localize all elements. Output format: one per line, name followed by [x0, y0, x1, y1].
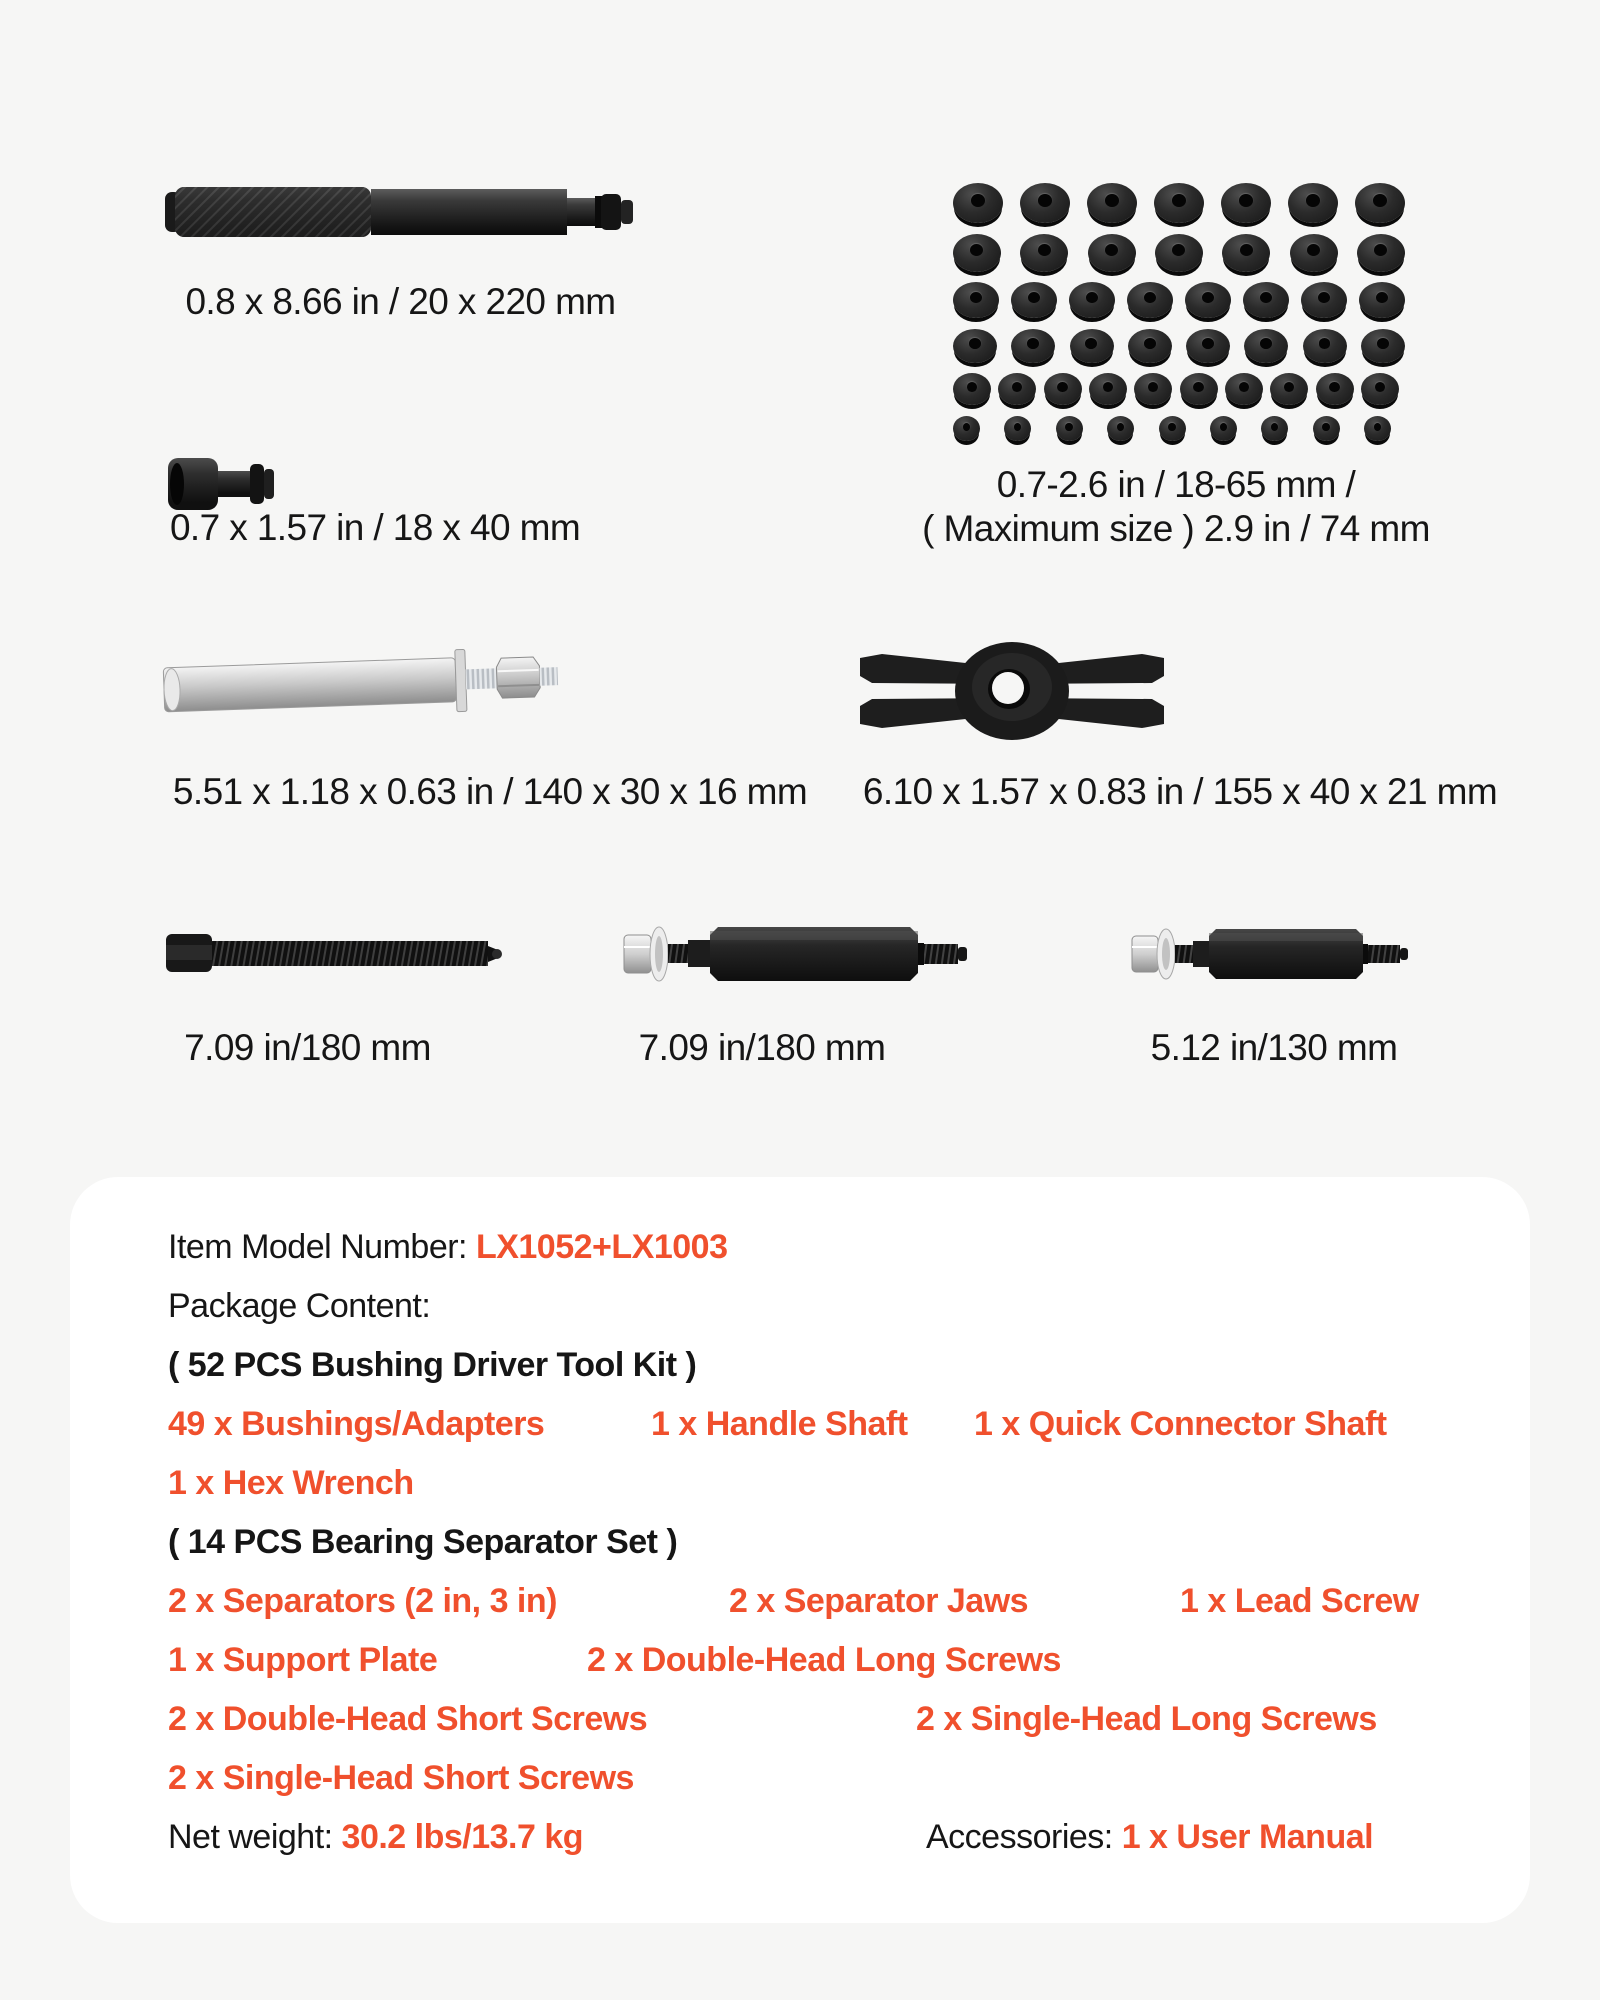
- double-head-long-screw-dimension: 7.09 in/180 mm: [638, 1027, 886, 1068]
- kit2-item-support-plate: 1 x Support Plate: [168, 1641, 438, 1679]
- kit2-item-separator-jaws: 2 x Separator Jaws: [729, 1582, 1029, 1620]
- bushing-disc: [1301, 282, 1347, 318]
- double-head-short-screw-image: [1130, 928, 1408, 980]
- bushing-disc: [998, 373, 1036, 405]
- kit1-item-hex-wrench: 1 x Hex Wrench: [168, 1464, 414, 1502]
- bushing-disc: [1087, 183, 1137, 223]
- bushings-row: [953, 329, 1405, 363]
- bushing-disc: [1011, 282, 1057, 318]
- bushing-disc: [1020, 183, 1070, 223]
- kit2-item-separators: 2 x Separators (2 in, 3 in): [168, 1582, 557, 1620]
- bushing-disc: [1313, 416, 1340, 441]
- kit2-item-double-head-long-screws: 2 x Double-Head Long Screws: [587, 1641, 1061, 1679]
- net-weight-label: Net weight:: [168, 1818, 342, 1856]
- kit1-item-quick-connector-shaft: 1 x Quick Connector Shaft: [974, 1405, 1387, 1443]
- kit2-item-lead-screw: 1 x Lead Screw: [1180, 1582, 1419, 1620]
- bushing-disc: [1364, 416, 1391, 441]
- bushing-disc: [1316, 373, 1354, 405]
- package-content-card: [70, 1177, 1530, 1923]
- quick-connector-shaft-dimension: 0.7 x 1.57 in / 18 x 40 mm: [169, 507, 581, 548]
- bushing-disc: [953, 183, 1003, 223]
- bushing-disc: [1069, 282, 1115, 318]
- kit1-item-handle-shaft: 1 x Handle Shaft: [651, 1405, 908, 1443]
- model-number-line: [168, 1218, 1446, 1277]
- bushing-disc: [953, 329, 997, 363]
- bushing-disc: [1185, 282, 1231, 318]
- kit2-item-single-head-short-screws: 2 x Single-Head Short Screws: [168, 1759, 634, 1797]
- bushing-disc: [1222, 234, 1270, 272]
- separator-jaw-image: [856, 640, 1168, 742]
- package-content-heading: Package Content:: [168, 1287, 431, 1325]
- lead-screw-image: [166, 933, 502, 975]
- bushing-disc: [1070, 329, 1114, 363]
- bushing-disc: [1290, 234, 1338, 272]
- net-weight: [168, 1808, 583, 1867]
- kit2-row1: [168, 1572, 1446, 1631]
- kit2-row2: [168, 1631, 1446, 1690]
- bushing-disc: [953, 373, 991, 405]
- bushings-dimension: [916, 463, 1436, 551]
- bushings-row: [953, 282, 1405, 318]
- bushing-disc: [1056, 416, 1083, 441]
- bushing-disc: [1155, 234, 1203, 272]
- bushing-disc: [1154, 183, 1204, 223]
- bushings-dimension-line2: ( Maximum size ) 2.9 in / 74 mm: [922, 508, 1430, 549]
- model-number-label: Item Model Number:: [168, 1228, 476, 1266]
- bushings-row: [953, 234, 1405, 272]
- bushing-disc: [953, 416, 980, 441]
- bushing-disc: [1361, 329, 1405, 363]
- bushing-disc: [1261, 416, 1288, 441]
- card-text: [168, 1218, 1446, 1867]
- bushing-disc: [1004, 416, 1031, 441]
- bushings-row: [953, 416, 1391, 441]
- accessories-label: Accessories:: [926, 1818, 1122, 1856]
- bushing-disc: [1225, 373, 1263, 405]
- bushings-dimension-line1: 0.7-2.6 in / 18-65 mm /: [996, 464, 1356, 505]
- bushing-disc: [1107, 416, 1134, 441]
- bushing-disc: [1210, 416, 1237, 441]
- bushing-disc: [1089, 373, 1127, 405]
- bushing-disc: [1127, 282, 1173, 318]
- double-head-short-screw-dimension: 5.12 in/130 mm: [1150, 1027, 1398, 1068]
- bushing-disc: [1134, 373, 1172, 405]
- accessories: [926, 1808, 1373, 1867]
- bushings-row: [953, 183, 1405, 223]
- bushing-disc: [1359, 282, 1405, 318]
- bushing-disc: [1288, 183, 1338, 223]
- double-head-long-screw-image: [622, 926, 968, 982]
- bushing-disc: [1020, 234, 1068, 272]
- handle-shaft-image: [165, 183, 635, 241]
- bushing-disc: [953, 282, 999, 318]
- bushing-disc: [1270, 373, 1308, 405]
- bushing-disc: [1011, 329, 1055, 363]
- kit1-row1: [168, 1395, 1446, 1454]
- separator-jaw-dimension: 6.10 x 1.57 x 0.83 in / 155 x 40 x 21 mm: [862, 771, 1498, 812]
- kit2-row3: [168, 1690, 1446, 1749]
- model-number-value: LX1052+LX1003: [475, 1228, 728, 1266]
- kit2-item-double-head-short-screws: 2 x Double-Head Short Screws: [168, 1700, 648, 1738]
- bushing-disc: [1044, 373, 1082, 405]
- bushing-disc: [953, 234, 1001, 272]
- kit2-title: ( 14 PCS Bearing Separator Set ): [168, 1523, 678, 1561]
- net-weight-value: 30.2 lbs/13.7 kg: [341, 1818, 584, 1856]
- bushing-disc: [1361, 373, 1399, 405]
- kit1-title: ( 52 PCS Bushing Driver Tool Kit ): [168, 1346, 697, 1384]
- bushing-disc: [1355, 183, 1405, 223]
- bushing-disc: [1186, 329, 1230, 363]
- bushings-grid: [953, 183, 1405, 441]
- bushing-disc: [1244, 329, 1288, 363]
- kit1-item-bushings: 49 x Bushings/Adapters: [168, 1405, 545, 1443]
- bushings-row: [953, 373, 1399, 405]
- accessories-value: 1 x User Manual: [1121, 1818, 1374, 1856]
- bushing-disc: [1303, 329, 1347, 363]
- bushing-disc: [1180, 373, 1218, 405]
- weight-accessories-line: [168, 1808, 1446, 1867]
- support-plate-dimension: 5.51 x 1.18 x 0.63 in / 140 x 30 x 16 mm: [172, 771, 808, 812]
- bushing-disc: [1357, 234, 1405, 272]
- kit2-item-single-head-long-screws: 2 x Single-Head Long Screws: [916, 1700, 1377, 1738]
- bushing-disc: [1128, 329, 1172, 363]
- support-plate-image: [162, 645, 562, 727]
- bushing-disc: [1221, 183, 1271, 223]
- handle-shaft-dimension: 0.8 x 8.66 in / 20 x 220 mm: [185, 281, 616, 322]
- bushing-disc: [1159, 416, 1186, 441]
- bushing-disc: [1088, 234, 1136, 272]
- lead-screw-dimension: 7.09 in/180 mm: [184, 1027, 431, 1068]
- bushing-disc: [1243, 282, 1289, 318]
